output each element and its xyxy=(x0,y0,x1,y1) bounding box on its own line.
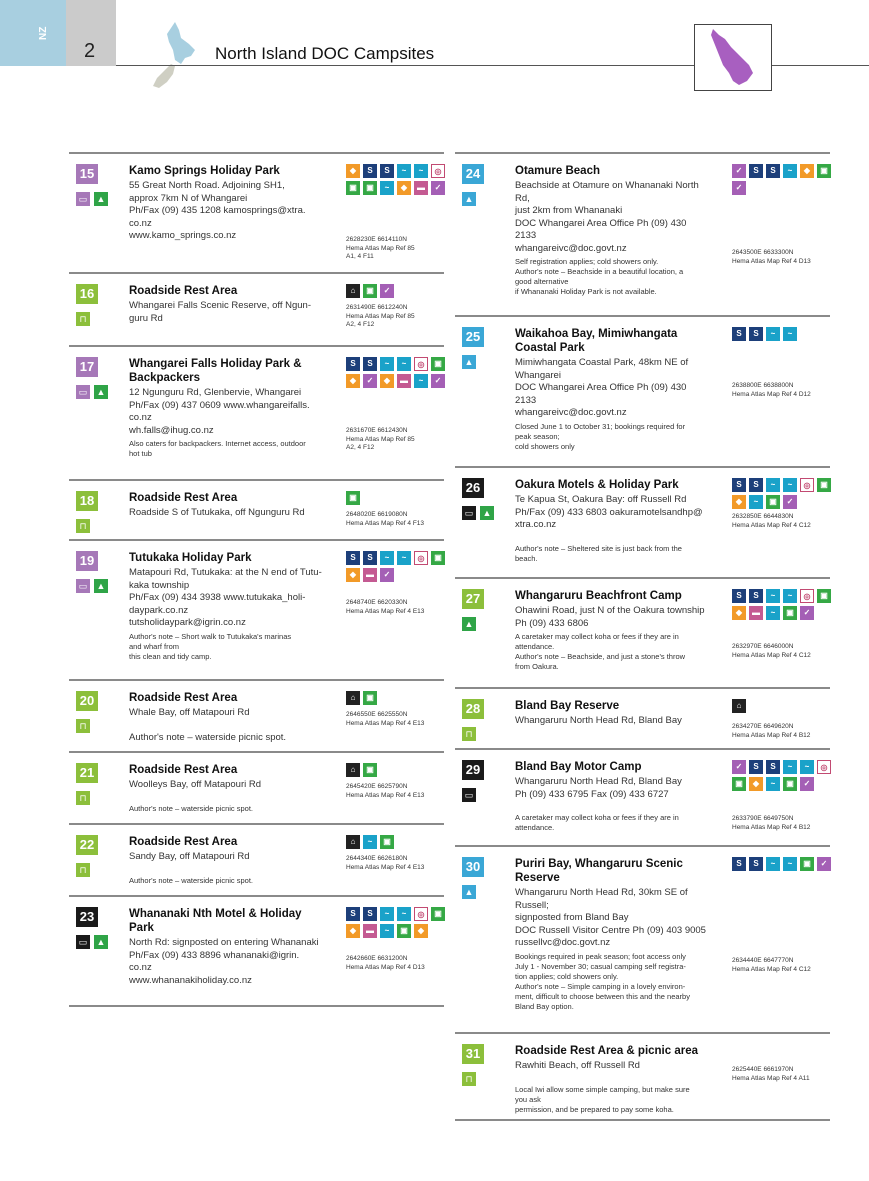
facility-icon: ◆ xyxy=(380,374,394,388)
campsite-entry xyxy=(69,479,444,539)
campsite-number: 20 xyxy=(76,691,98,711)
campsite-name: Puriri Bay, Whangaruru Scenic Reserve xyxy=(515,858,683,884)
campsite-address: Whale Bay, off Matapouri Rd Author's note – waterside picnic spot. xyxy=(129,707,287,743)
facility-icon: ▣ xyxy=(817,478,831,492)
facility-icon: ⌂ xyxy=(346,763,360,777)
facility-icon: ▬ xyxy=(397,374,411,388)
map-reference: 2631490E 6612240N Hema Atlas Map Ref 85 A2, 4 F12 xyxy=(346,304,415,328)
facility-icon: ◎ xyxy=(414,357,428,371)
campsite-number: 27 xyxy=(462,589,484,609)
map-reference: 2631670E 6612430N Hema Atlas Map Ref 85 A2, 4 F12 xyxy=(346,427,415,451)
facility-icon: ✓ xyxy=(380,284,394,298)
campsite-address: Beachside at Otamure on Whananaki North Rd, just 2km from Whananaki DOC Whangarei Area Office Ph (09) 430 2133 whangareivc@doc.govt.nz xyxy=(515,180,699,254)
facility-icon: S xyxy=(749,589,763,603)
campsite-address: Whangaruru North Head Rd, 30km SE of Russell; signposted from Bland Bay DOC Russell Visitor Centre Ph (09) 403 9005 russellvc@doc.govt.nz xyxy=(515,887,706,948)
campsite-name: Roadside Rest Area xyxy=(129,285,238,297)
campervan-icon: ▭ xyxy=(76,385,90,399)
facility-icons xyxy=(346,357,446,388)
campsite-address: 55 Great North Road. Adjoining SH1, approx 7km N of Whangarei Ph/Fax (09) 435 1208 kamosprings@xtra. co.nz www.kamo_springs.co.nz xyxy=(129,180,306,241)
facility-icon: ✓ xyxy=(783,495,797,509)
campsite-details xyxy=(129,164,334,243)
facility-icon: ~ xyxy=(380,551,394,565)
map-reference: 2632970E 6646000N Hema Atlas Map Ref 4 C12 xyxy=(732,643,811,659)
facility-icon: ▣ xyxy=(732,777,746,791)
campsite-details xyxy=(129,907,334,987)
facility-icon: ◎ xyxy=(800,478,814,492)
campsite-number: 28 xyxy=(462,699,484,719)
motel-icon: ▭ xyxy=(462,788,476,802)
facility-icon: ◆ xyxy=(346,568,360,582)
campervan-icon: ▭ xyxy=(76,579,90,593)
campsite-address: Te Kapua St, Oakura Bay: off Russell Rd Ph/Fax (09) 433 6803 oakuramotelsandhp@ xtra.co.nz xyxy=(515,494,703,530)
campsite-entry xyxy=(455,845,830,1032)
facility-icon: ~ xyxy=(397,164,411,178)
campsite-address: Ohawini Road, just N of the Oakura township Ph (09) 433 6806 xyxy=(515,605,705,629)
campsite-name: Roadside Rest Area & picnic area xyxy=(515,1045,699,1057)
campsite-name: Oakura Motels & Holiday Park xyxy=(515,479,679,491)
campsite-name: Whangaruru Beachfront Camp xyxy=(515,590,682,602)
facility-icon: ~ xyxy=(380,924,394,938)
campsite-details xyxy=(515,699,720,728)
campsite-number: 19 xyxy=(76,551,98,571)
campsite-details xyxy=(515,164,720,297)
campsite-note: Author's note – Short walk to Tutukaka's marinas and wharf from this clean and tidy camp. xyxy=(129,631,292,661)
facility-icon: ▣ xyxy=(431,907,445,921)
campsite-entry xyxy=(69,751,444,823)
picnic-table-icon: ⊓ xyxy=(76,863,90,877)
facility-icon: ▣ xyxy=(363,691,377,705)
facility-icons xyxy=(732,164,832,195)
facility-icon: ~ xyxy=(766,777,780,791)
tent-icon: ▲ xyxy=(462,617,476,631)
campsite-name: Bland Bay Motor Camp xyxy=(515,761,642,773)
facility-icon: S xyxy=(732,327,746,341)
campsite-name: Bland Bay Reserve xyxy=(515,700,620,712)
facility-icon: ▣ xyxy=(363,181,377,195)
tent-icon: ▲ xyxy=(480,506,494,520)
facility-icon: ◆ xyxy=(732,606,746,620)
campsite-number: 25 xyxy=(462,327,484,347)
tent-icon: ▲ xyxy=(94,385,108,399)
facility-icon: ✓ xyxy=(431,181,445,195)
campsite-name: Whananaki Nth Motel & Holiday Park xyxy=(129,908,302,934)
campsite-details xyxy=(515,589,720,672)
facility-icon: S xyxy=(749,164,763,178)
campsite-type-icons xyxy=(462,617,476,631)
campsite-type-icons xyxy=(76,791,90,805)
facility-icon: ✓ xyxy=(817,857,831,871)
region-tab xyxy=(0,0,66,66)
facility-icons xyxy=(732,699,832,713)
facility-icon: ✓ xyxy=(732,760,746,774)
facility-icons xyxy=(346,907,446,938)
facility-icons xyxy=(346,491,446,505)
facility-icon: ◎ xyxy=(817,760,831,774)
facility-icon: ~ xyxy=(380,181,394,195)
campsite-note: Closed June 1 to October 31; bookings required for peak season; cold showers only xyxy=(515,421,686,451)
campsite-note: Also caters for backpackers. Internet access, outdoor hot tub xyxy=(129,439,306,458)
facility-icon: ▬ xyxy=(749,606,763,620)
facility-icon: ✓ xyxy=(800,777,814,791)
campsite-number: 23 xyxy=(76,907,98,927)
facility-icon: ▬ xyxy=(414,181,428,195)
facility-icon: ▣ xyxy=(800,857,814,871)
map-reference: 2642660E 6631200N Hema Atlas Map Ref 4 D13 xyxy=(346,955,425,971)
campsite-entry xyxy=(455,577,830,687)
facility-icon: S xyxy=(732,857,746,871)
facility-icon: ◎ xyxy=(800,589,814,603)
facility-icon: ▣ xyxy=(397,924,411,938)
facility-icon: ▣ xyxy=(766,495,780,509)
campsite-number: 21 xyxy=(76,763,98,783)
facility-icon: ▣ xyxy=(363,284,377,298)
campsite-note: A caretaker may collect koha or fees if they are in attendance. xyxy=(515,813,679,832)
campsite-note: Local Iwi allow some simple camping, but make sure you ask permission, and be prepared to pay some koha. xyxy=(515,1084,690,1114)
facility-icons xyxy=(346,835,446,849)
facility-icon: ~ xyxy=(783,327,797,341)
campsite-entry xyxy=(455,1032,830,1119)
page-tab xyxy=(66,0,116,66)
campsite-address: Roadside S of Tutukaka, off Ngunguru Rd xyxy=(129,507,305,518)
campsite-details xyxy=(515,760,720,833)
facility-icon: ✓ xyxy=(732,181,746,195)
campervan-icon: ▭ xyxy=(76,192,90,206)
campsite-type-icons xyxy=(462,788,476,802)
campsite-details xyxy=(129,763,334,814)
facility-icon: ▬ xyxy=(363,924,377,938)
campsite-details xyxy=(515,327,720,452)
motel-icon: ▭ xyxy=(462,506,476,520)
facility-icons xyxy=(732,327,832,341)
campsite-entry xyxy=(69,679,444,751)
campsite-entry xyxy=(69,272,444,345)
facility-icon: ~ xyxy=(766,589,780,603)
facility-icon: ▣ xyxy=(783,606,797,620)
facility-icon: ~ xyxy=(414,374,428,388)
campsite-number: 29 xyxy=(462,760,484,780)
campsite-entry xyxy=(455,748,830,845)
tent-icon: ▲ xyxy=(94,935,108,949)
facility-icon: ~ xyxy=(363,835,377,849)
map-reference: 2628230E 6614110N Hema Atlas Map Ref 85 A1, 4 F11 xyxy=(346,236,415,260)
facility-icon: ~ xyxy=(766,857,780,871)
doc-campsite-icon: ▲ xyxy=(462,885,476,899)
facility-icon: ✓ xyxy=(431,374,445,388)
campsite-details xyxy=(129,691,334,745)
facility-icon: ▣ xyxy=(431,357,445,371)
campsite-details xyxy=(515,478,720,564)
facility-icons xyxy=(346,763,446,777)
facility-icon: ✓ xyxy=(800,606,814,620)
facility-icon: ~ xyxy=(766,327,780,341)
campsite-entry xyxy=(69,539,444,679)
campsite-entry xyxy=(69,823,444,895)
facility-icon: S xyxy=(363,357,377,371)
region-map xyxy=(694,24,772,91)
facility-icon: ~ xyxy=(414,164,428,178)
facility-icon: ◆ xyxy=(800,164,814,178)
doc-campsite-icon: ▲ xyxy=(462,192,476,206)
map-reference: 2625440E 6661970N Hema Atlas Map Ref 4 A11 xyxy=(732,1066,810,1082)
facility-icon: ~ xyxy=(380,357,394,371)
facility-icon: S xyxy=(363,551,377,565)
campsite-type-icons xyxy=(462,192,476,206)
facility-icon: ✓ xyxy=(363,374,377,388)
campsite-number: 15 xyxy=(76,164,98,184)
campsite-entry xyxy=(69,895,444,1005)
facility-icon: S xyxy=(363,907,377,921)
facility-icon: ◆ xyxy=(732,495,746,509)
campsite-number: 26 xyxy=(462,478,484,498)
facility-icon: S xyxy=(346,907,360,921)
facility-icon: ◆ xyxy=(397,181,411,195)
facility-icon: ▣ xyxy=(431,551,445,565)
facility-icon: S xyxy=(732,589,746,603)
campsite-details xyxy=(129,357,334,459)
facility-icon: ▣ xyxy=(346,491,360,505)
campsite-address: Woolleys Bay, off Matapouri Rd xyxy=(129,779,262,790)
facility-icon: ~ xyxy=(800,760,814,774)
facility-icon: ▣ xyxy=(363,763,377,777)
map-reference: 2648740E 6620330N Hema Atlas Map Ref 4 E13 xyxy=(346,599,425,615)
campsite-type-icons xyxy=(76,192,108,206)
motel-icon: ▭ xyxy=(76,935,90,949)
picnic-table-icon: ⊓ xyxy=(462,1072,476,1086)
facility-icon: ◆ xyxy=(346,164,360,178)
map-reference: 2634440E 6647770N Hema Atlas Map Ref 4 C12 xyxy=(732,957,811,973)
page-title: North Island DOC Campsites xyxy=(215,44,435,63)
campsite-number: 30 xyxy=(462,857,484,877)
facility-icon: ~ xyxy=(783,760,797,774)
campsite-name: Roadside Rest Area xyxy=(129,692,238,704)
facility-icon: ◆ xyxy=(346,374,360,388)
map-reference: 2644340E 6626180N Hema Atlas Map Ref 4 E13 xyxy=(346,855,425,871)
campsite-type-icons xyxy=(76,385,108,399)
facility-icon: S xyxy=(749,760,763,774)
campsite-address: Sandy Bay, off Matapouri Rd xyxy=(129,851,250,862)
campsite-details xyxy=(515,1044,720,1115)
campsite-entry xyxy=(455,152,830,315)
campsite-address: North Rd: signposted on entering Whananaki Ph/Fax (09) 433 8896 whananaki@igrin. co.nz www.whananakiholiday.co.nz xyxy=(129,937,319,986)
map-reference: 2638800E 6638800N Hema Atlas Map Ref 4 D12 xyxy=(732,382,811,398)
page-number: 2 xyxy=(84,40,96,62)
facility-icon: S xyxy=(766,760,780,774)
campsite-type-icons xyxy=(462,885,476,899)
facility-icon: ~ xyxy=(783,164,797,178)
map-reference: 2645420E 6625790N Hema Atlas Map Ref 4 E13 xyxy=(346,783,425,799)
facility-icon: ~ xyxy=(783,478,797,492)
campsite-type-icons xyxy=(462,355,476,369)
campsite-number: 17 xyxy=(76,357,98,377)
campsite-note: Self registration applies; cold showers only. Author's note – Beachside in a beautiful location, a good alternative if Whananaki Holiday Park is not available. xyxy=(515,257,684,296)
campsite-type-icons xyxy=(76,935,108,949)
campsite-name: Tutukaka Holiday Park xyxy=(129,552,252,564)
campsite-name: Roadside Rest Area xyxy=(129,492,238,504)
facility-icon: ▣ xyxy=(817,589,831,603)
campsite-note: Author's note – waterside picnic spot. xyxy=(129,875,253,885)
facility-icon: S xyxy=(732,478,746,492)
campsite-type-icons xyxy=(76,519,90,533)
facility-icons xyxy=(346,691,446,705)
facility-icon: S xyxy=(380,164,394,178)
region-label: NZ xyxy=(38,26,49,40)
facility-icon: S xyxy=(749,478,763,492)
tent-icon: ▲ xyxy=(94,579,108,593)
northland-region-map-icon xyxy=(695,25,771,90)
facility-icons xyxy=(346,164,446,195)
facility-icon: ◎ xyxy=(414,551,428,565)
picnic-table-icon: ⊓ xyxy=(76,719,90,733)
campsite-number: 24 xyxy=(462,164,484,184)
campsite-name: Otamure Beach xyxy=(515,165,601,177)
facility-icon: ▣ xyxy=(380,835,394,849)
facility-icon: S xyxy=(749,857,763,871)
campsite-details xyxy=(515,857,720,1012)
campsite-name: Roadside Rest Area xyxy=(129,836,238,848)
tent-icon: ▲ xyxy=(94,192,108,206)
campsite-entry xyxy=(69,345,444,479)
campsite-address: Matapouri Rd, Tutukaka: at the N end of Tutu- kaka township Ph/Fax (09) 434 3938 www.tutukaka_holi- daypark.co.nz tutsholidaypark@igrin.co.nz xyxy=(129,567,322,628)
facility-icon: ⌂ xyxy=(732,699,746,713)
map-reference: 2648020E 6619080N Hema Atlas Map Ref 4 F13 xyxy=(346,511,425,527)
campsite-type-icons xyxy=(76,719,90,733)
campsite-name: Waikahoa Bay, Mimiwhangata Coastal Park xyxy=(515,328,678,354)
facility-icons xyxy=(732,857,832,871)
picnic-table-icon: ⊓ xyxy=(76,312,90,326)
facility-icon: ~ xyxy=(397,551,411,565)
facility-icon: ⌂ xyxy=(346,835,360,849)
map-reference: 2632850E 6644830N Hema Atlas Map Ref 4 C12 xyxy=(732,513,811,529)
campsite-name: Whangarei Falls Holiday Park & Backpackers xyxy=(129,358,302,384)
facility-icon: ~ xyxy=(783,857,797,871)
campsite-note: Author's note – Sheltered site is just back from the beach. xyxy=(515,543,682,563)
campsite-address: Whangaruru North Head Rd, Bland Bay Ph (09) 433 6795 Fax (09) 433 6727 xyxy=(515,776,682,800)
picnic-table-icon: ⊓ xyxy=(462,727,476,741)
campsite-details xyxy=(129,835,334,886)
campsite-address: Rawhiti Beach, off Russell Rd xyxy=(515,1060,640,1071)
campsite-type-icons xyxy=(76,579,108,593)
facility-icon: ✓ xyxy=(380,568,394,582)
doc-campsite-icon: ▲ xyxy=(462,355,476,369)
campsite-entry xyxy=(455,315,830,466)
facility-icon: ◆ xyxy=(414,924,428,938)
facility-icons xyxy=(732,760,832,791)
campsite-entry xyxy=(455,687,830,748)
map-reference: 2646550E 6625550N Hema Atlas Map Ref 4 E13 xyxy=(346,711,425,727)
campsite-name: Roadside Rest Area xyxy=(129,764,238,776)
facility-icon: ~ xyxy=(380,907,394,921)
picnic-table-icon: ⊓ xyxy=(76,519,90,533)
campsite-note: A caretaker may collect koha or fees if they are in attendance. Author's note – Beachside, and just a stone's throw from Oakura. xyxy=(515,632,686,671)
campsite-address: Whangarei Falls Scenic Reserve, off Ngun- guru Rd xyxy=(129,300,311,324)
left-column xyxy=(69,152,444,1007)
campsite-address: Whangaruru North Head Rd, Bland Bay xyxy=(515,715,682,726)
facility-icon: ~ xyxy=(397,907,411,921)
campsite-note: Author's note – waterside picnic spot. xyxy=(129,803,253,813)
campsite-note: Bookings required in peak season; foot access only July 1 - November 30; casual camping self registra- tion applies; cold showers only. Author's note – Simple camping in a lovely environ- ment, difficult to choose between this and the nearby Bland Bay option. xyxy=(515,951,690,1011)
facility-icon: ~ xyxy=(397,357,411,371)
campsite-number: 31 xyxy=(462,1044,484,1064)
campsite-type-icons xyxy=(76,863,90,877)
campsite-number: 16 xyxy=(76,284,98,304)
facility-icon: ~ xyxy=(766,606,780,620)
facility-icon: ✓ xyxy=(732,164,746,178)
facility-icon: ~ xyxy=(749,495,763,509)
map-reference: 2633790E 6649750N Hema Atlas Map Ref 4 B12 xyxy=(732,815,811,831)
campsite-entry xyxy=(455,466,830,577)
new-zealand-map-icon xyxy=(145,20,215,90)
facility-icon: ◆ xyxy=(749,777,763,791)
campsite-type-icons xyxy=(462,727,476,741)
map-reference: 2643500E 6633300N Hema Atlas Map Ref 4 D13 xyxy=(732,249,811,265)
facility-icon: ◎ xyxy=(414,907,428,921)
facility-icon: ▬ xyxy=(363,568,377,582)
campsite-type-icons xyxy=(76,312,90,326)
facility-icon: ▣ xyxy=(817,164,831,178)
column-end-divider xyxy=(69,1005,444,1007)
campsite-details xyxy=(129,491,334,520)
facility-icons xyxy=(346,284,446,298)
campsite-type-icons xyxy=(462,506,494,520)
facility-icon: S xyxy=(346,551,360,565)
facility-icon: ◎ xyxy=(431,164,445,178)
right-column xyxy=(455,152,830,1121)
facility-icon: ~ xyxy=(766,478,780,492)
campsite-details xyxy=(129,551,334,662)
facility-icons xyxy=(346,551,446,582)
facility-icon: ▣ xyxy=(346,181,360,195)
facility-icon: S xyxy=(766,164,780,178)
column-end-divider xyxy=(455,1119,830,1121)
facility-icon: S xyxy=(749,327,763,341)
facility-icon: ◆ xyxy=(346,924,360,938)
campsite-number: 22 xyxy=(76,835,98,855)
facility-icon: ~ xyxy=(783,589,797,603)
facility-icons xyxy=(732,478,832,509)
campsite-address: 12 Ngunguru Rd, Glenbervie, Whangarei Ph/Fax (09) 437 0609 www.whangareifalls. co.nz wh.falls@ihug.co.nz xyxy=(129,387,310,436)
facility-icon: ⌂ xyxy=(346,284,360,298)
facility-icon: ▣ xyxy=(783,777,797,791)
facility-icon: ⌂ xyxy=(346,691,360,705)
campsite-address: Mimiwhangata Coastal Park, 48km NE of Whangarei DOC Whangarei Area Office Ph (09) 430 2133 whangareivc@doc.govt.nz xyxy=(515,357,689,418)
campsite-details xyxy=(129,284,334,325)
campsite-name: Kamo Springs Holiday Park xyxy=(129,165,280,177)
facility-icon: S xyxy=(363,164,377,178)
picnic-table-icon: ⊓ xyxy=(76,791,90,805)
facility-icons xyxy=(732,589,832,620)
campsite-type-icons xyxy=(462,1072,476,1086)
campsite-entry xyxy=(69,152,444,272)
facility-icon: S xyxy=(346,357,360,371)
campsite-number: 18 xyxy=(76,491,98,511)
map-reference: 2634270E 6649620N Hema Atlas Map Ref 4 B12 xyxy=(732,723,811,739)
